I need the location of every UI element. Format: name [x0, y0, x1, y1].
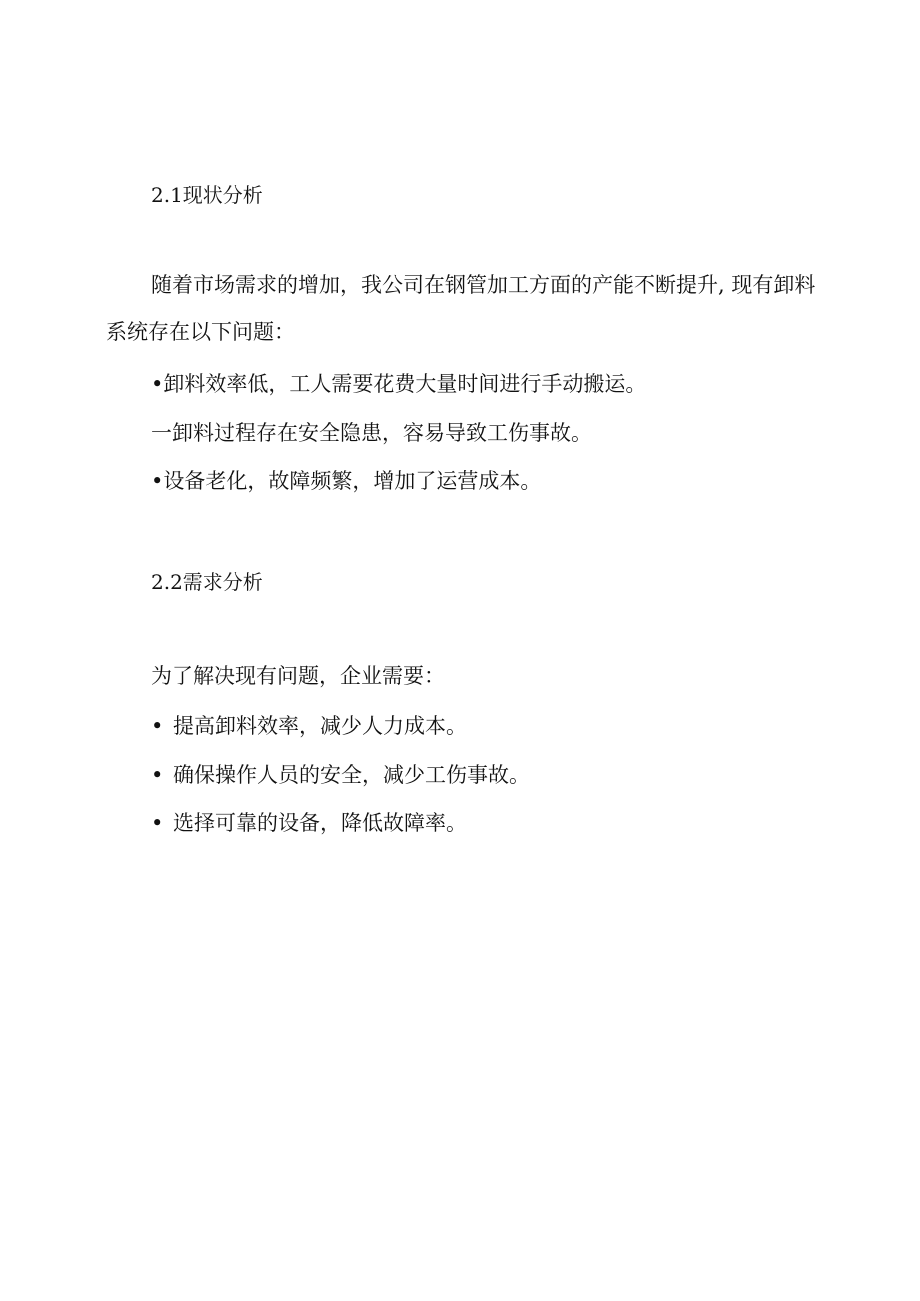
bullet-icon: •: [151, 811, 164, 835]
bullet-icon: •: [151, 763, 164, 787]
problem-item-2: 一卸料过程存在安全隐患，容易导致工伤事故。: [151, 421, 592, 445]
section-heading-2-1: 2.1现状分析: [151, 183, 263, 207]
section-heading-2-2: 2.2需求分析: [151, 570, 263, 594]
problem-item-1: •卸料效率低，工人需要花费大量时间进行手动搬运。: [151, 372, 647, 396]
need-item-text: 确保操作人员的安全，减少工伤事故。: [173, 763, 530, 787]
need-item-1: [151, 713, 467, 739]
section-2-2-intro: 为了解决现有问题，企业需要：: [151, 664, 445, 688]
problem-item-3: •设备老化，故障频繁，增加了运营成本。: [151, 469, 542, 493]
bullet-icon: •: [151, 714, 164, 738]
need-item-2: [151, 762, 530, 788]
need-item-text: 选择可靠的设备，降低故障率。: [173, 811, 467, 835]
section-2-1-intro-paragraph: 随着市场需求的增加，我公司在钢管加工方面的产能不断提升, 现有卸料系统存在以下问题：: [106, 273, 816, 344]
need-item-3: [151, 810, 467, 836]
need-item-text: 提高卸料效率，减少人力成本。: [173, 714, 467, 738]
